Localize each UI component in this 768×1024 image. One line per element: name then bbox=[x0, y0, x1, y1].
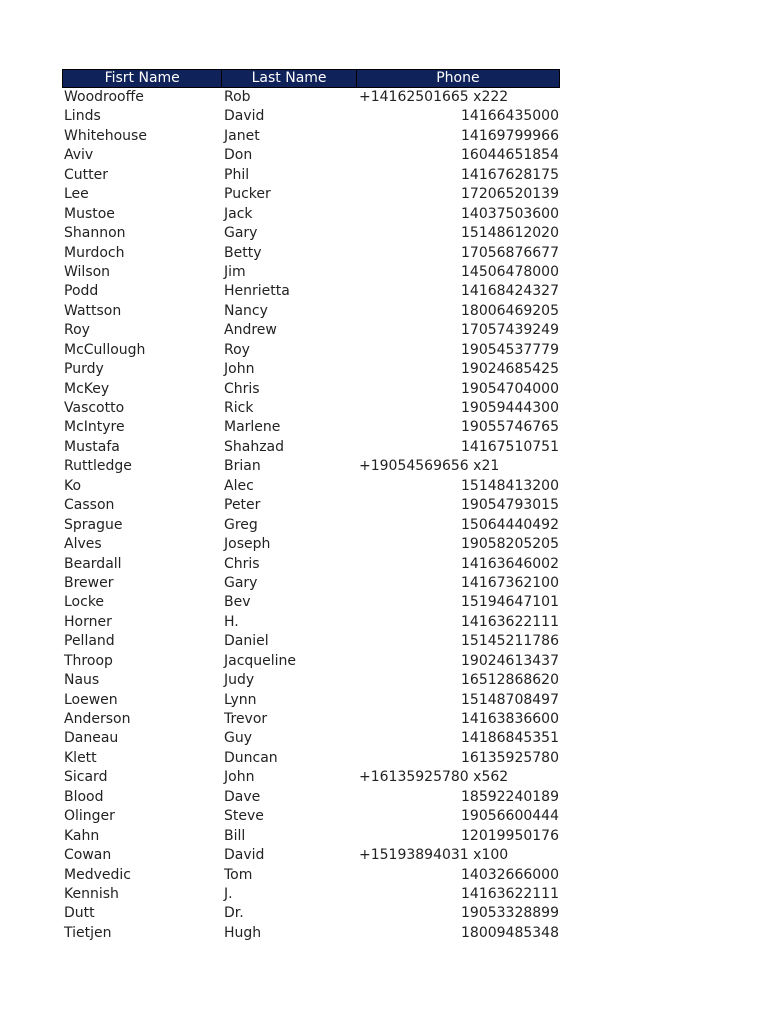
cell-phone: +15193894031 x100 bbox=[359, 847, 509, 864]
cell-phone: +19054569656 x21 bbox=[359, 458, 500, 475]
cell-last-name: Rick bbox=[224, 400, 254, 416]
table-row bbox=[62, 593, 560, 612]
cell-first-name: Medvedic bbox=[64, 866, 131, 883]
cell-last-name: Lynn bbox=[224, 691, 257, 708]
table-row bbox=[62, 710, 560, 729]
cell-last-name: Rob bbox=[224, 89, 251, 105]
cell-last-name: Roy bbox=[224, 341, 250, 358]
header-last-name: Last Name bbox=[222, 70, 356, 87]
cell-last-name: John bbox=[224, 769, 255, 786]
cell-last-name: J. bbox=[224, 885, 233, 902]
cell-last-name: Brian bbox=[224, 458, 261, 475]
cell-first-name: Woodrooffe bbox=[64, 89, 144, 105]
cell-first-name: Klett bbox=[64, 749, 97, 766]
cell-last-name: Betty bbox=[224, 244, 262, 261]
table-row bbox=[62, 885, 560, 904]
cell-first-name: Throop bbox=[64, 652, 113, 669]
cell-first-name: McIntyre bbox=[64, 419, 125, 436]
cell-last-name: Chris bbox=[224, 380, 260, 397]
cell-first-name: Shannon bbox=[64, 225, 126, 242]
cell-last-name: Henrietta bbox=[224, 283, 290, 300]
table-row bbox=[62, 749, 560, 768]
cell-first-name: Cutter bbox=[64, 166, 108, 183]
cell-last-name: Dave bbox=[224, 788, 261, 805]
cell-last-name: Phil bbox=[224, 166, 250, 183]
cell-last-name: Jack bbox=[224, 205, 253, 222]
cell-first-name: Loewen bbox=[64, 691, 118, 708]
cell-first-name: Lee bbox=[64, 186, 89, 203]
cell-first-name: Ko bbox=[64, 477, 82, 494]
cell-phone: 19054537779 bbox=[461, 341, 559, 358]
cell-first-name: Naus bbox=[64, 672, 100, 689]
table-row bbox=[62, 866, 560, 885]
cell-last-name: Gary bbox=[224, 574, 258, 591]
table-row bbox=[62, 146, 560, 165]
table-row bbox=[62, 263, 560, 282]
table-row bbox=[62, 166, 560, 185]
cell-phone: 14167510751 bbox=[461, 438, 559, 455]
cell-last-name: Jacqueline bbox=[224, 652, 297, 669]
cell-phone: 19059444300 bbox=[461, 400, 559, 416]
table-row bbox=[62, 282, 560, 301]
cell-first-name: Cowan bbox=[64, 847, 112, 864]
cell-phone: 15148413200 bbox=[461, 477, 559, 494]
table-row bbox=[62, 671, 560, 690]
cell-first-name: Podd bbox=[64, 283, 99, 300]
table-row bbox=[62, 360, 560, 379]
table-row bbox=[62, 652, 560, 671]
cell-phone: 14163622111 bbox=[461, 613, 559, 630]
cell-phone: 18592240189 bbox=[461, 788, 559, 805]
cell-last-name: Don bbox=[224, 147, 253, 164]
cell-last-name: Steve bbox=[224, 808, 264, 825]
table-row bbox=[62, 302, 560, 321]
cell-phone: +16135925780 x562 bbox=[359, 769, 509, 786]
cell-first-name: Linds bbox=[64, 108, 101, 125]
cell-phone: 19054793015 bbox=[461, 497, 559, 514]
cell-last-name: Gary bbox=[224, 225, 258, 242]
table-row bbox=[62, 399, 560, 418]
cell-phone: 16044651854 bbox=[461, 147, 559, 164]
cell-last-name: Dr. bbox=[224, 905, 244, 922]
table-row bbox=[62, 632, 560, 651]
table-body bbox=[62, 88, 560, 943]
cell-phone: 14163836600 bbox=[461, 711, 559, 727]
cell-last-name: Greg bbox=[224, 516, 258, 533]
cell-phone: 17057439249 bbox=[461, 322, 559, 339]
cell-first-name: Kennish bbox=[64, 885, 119, 902]
cell-first-name: Olinger bbox=[64, 808, 115, 825]
cell-last-name: Tom bbox=[224, 866, 253, 883]
cell-phone: 14163622111 bbox=[461, 885, 559, 902]
cell-first-name: Brewer bbox=[64, 574, 114, 591]
cell-last-name: Hugh bbox=[224, 924, 262, 941]
table-row bbox=[62, 477, 560, 496]
cell-phone: 19024685425 bbox=[461, 361, 559, 378]
cell-first-name: Blood bbox=[64, 788, 104, 805]
table-row bbox=[62, 924, 560, 943]
table-row bbox=[62, 904, 560, 923]
table-row bbox=[62, 205, 560, 224]
cell-last-name: H. bbox=[224, 613, 239, 630]
cell-first-name: Roy bbox=[64, 322, 90, 339]
table-row bbox=[62, 127, 560, 146]
table-row bbox=[62, 788, 560, 807]
cell-phone: 12019950176 bbox=[461, 827, 559, 844]
cell-last-name: Janet bbox=[224, 127, 260, 144]
table-row bbox=[62, 185, 560, 204]
cell-first-name: McKey bbox=[64, 380, 110, 397]
cell-phone: 19055746765 bbox=[461, 419, 559, 436]
cell-first-name: Purdy bbox=[64, 361, 104, 378]
cell-last-name: Andrew bbox=[224, 322, 277, 339]
cell-first-name: Pelland bbox=[64, 633, 115, 650]
header-first-name: Fisrt Name bbox=[63, 70, 222, 87]
table-row bbox=[62, 827, 560, 846]
cell-last-name: Nancy bbox=[224, 302, 268, 319]
contacts-table bbox=[62, 69, 560, 943]
table-row bbox=[62, 613, 560, 632]
table-row bbox=[62, 107, 560, 126]
cell-phone: 19056600444 bbox=[461, 808, 559, 825]
cell-phone: 15064440492 bbox=[461, 516, 559, 533]
table-row bbox=[62, 244, 560, 263]
cell-first-name: Tietjen bbox=[64, 924, 112, 941]
cell-phone: 19054704000 bbox=[461, 380, 559, 397]
cell-last-name: Guy bbox=[224, 730, 253, 747]
cell-phone: 14506478000 bbox=[461, 263, 559, 280]
cell-last-name: Duncan bbox=[224, 749, 278, 766]
cell-first-name: Murdoch bbox=[64, 244, 125, 261]
cell-first-name: Daneau bbox=[64, 730, 119, 747]
cell-phone: 15145211786 bbox=[461, 633, 559, 650]
cell-last-name: John bbox=[224, 361, 255, 378]
table-row bbox=[62, 555, 560, 574]
cell-first-name: Wilson bbox=[64, 263, 111, 280]
cell-last-name: Pucker bbox=[224, 186, 271, 203]
cell-phone: 15194647101 bbox=[461, 594, 559, 611]
cell-phone: 14167362100 bbox=[461, 574, 559, 591]
cell-last-name: Bill bbox=[224, 827, 246, 844]
cell-first-name: Wattson bbox=[64, 302, 122, 319]
cell-phone: 14037503600 bbox=[461, 205, 559, 222]
cell-last-name: David bbox=[224, 108, 265, 125]
cell-first-name: Dutt bbox=[64, 905, 95, 922]
cell-phone: 14032666000 bbox=[461, 866, 559, 883]
cell-first-name: Mustafa bbox=[64, 438, 120, 455]
table-row bbox=[62, 88, 560, 107]
table-row bbox=[62, 691, 560, 710]
table-row bbox=[62, 729, 560, 748]
cell-phone: 14186845351 bbox=[461, 730, 559, 747]
table-row bbox=[62, 535, 560, 554]
cell-first-name: Locke bbox=[64, 594, 105, 611]
table-row bbox=[62, 321, 560, 340]
table-row bbox=[62, 438, 560, 457]
cell-first-name: Beardall bbox=[64, 555, 122, 572]
cell-last-name: Trevor bbox=[224, 711, 268, 727]
cell-first-name: Casson bbox=[64, 497, 115, 514]
cell-phone: 18006469205 bbox=[461, 302, 559, 319]
table-row bbox=[62, 341, 560, 360]
table-row bbox=[62, 768, 560, 787]
table-row bbox=[62, 574, 560, 593]
cell-last-name: Peter bbox=[224, 497, 261, 514]
cell-last-name: Shahzad bbox=[224, 438, 285, 455]
cell-first-name: McCullough bbox=[64, 341, 146, 358]
cell-phone: 17056876677 bbox=[461, 244, 559, 261]
table-header-row bbox=[62, 69, 560, 88]
cell-last-name: Marlene bbox=[224, 419, 281, 436]
cell-phone: 14167628175 bbox=[461, 166, 559, 183]
cell-last-name: Alec bbox=[224, 477, 254, 494]
header-phone: Phone bbox=[436, 70, 480, 86]
cell-first-name: Anderson bbox=[64, 711, 131, 727]
cell-phone: 19058205205 bbox=[461, 536, 559, 553]
table-row bbox=[62, 807, 560, 826]
cell-last-name: David bbox=[224, 847, 265, 864]
cell-phone: 19024613437 bbox=[461, 652, 559, 669]
cell-phone: 15148612020 bbox=[461, 225, 559, 242]
cell-phone: 16135925780 bbox=[461, 749, 559, 766]
cell-first-name: Vascotto bbox=[64, 400, 125, 416]
cell-phone: 14169799966 bbox=[461, 127, 559, 144]
table-row bbox=[62, 224, 560, 243]
cell-first-name: Mustoe bbox=[64, 205, 115, 222]
cell-phone: 18009485348 bbox=[461, 924, 559, 941]
cell-phone: 14163646002 bbox=[461, 555, 559, 572]
cell-phone: 14166435000 bbox=[461, 108, 559, 125]
cell-phone: 19053328899 bbox=[461, 905, 559, 922]
table-row bbox=[62, 418, 560, 437]
cell-first-name: Sicard bbox=[64, 769, 108, 786]
cell-last-name: Judy bbox=[224, 672, 255, 689]
cell-last-name: Joseph bbox=[224, 536, 271, 553]
table-row bbox=[62, 457, 560, 476]
cell-last-name: Bev bbox=[224, 594, 251, 611]
table-row bbox=[62, 846, 560, 865]
cell-first-name: Whitehouse bbox=[64, 127, 147, 144]
cell-first-name: Alves bbox=[64, 536, 102, 553]
cell-last-name: Jim bbox=[224, 263, 246, 280]
table-row bbox=[62, 516, 560, 535]
cell-first-name: Ruttledge bbox=[64, 458, 132, 475]
cell-phone: 17206520139 bbox=[461, 186, 559, 203]
cell-last-name: Chris bbox=[224, 555, 260, 572]
cell-first-name: Horner bbox=[64, 613, 112, 630]
cell-first-name: Sprague bbox=[64, 516, 123, 533]
cell-phone: +14162501665 x222 bbox=[359, 89, 509, 105]
cell-first-name: Kahn bbox=[64, 827, 100, 844]
cell-phone: 16512868620 bbox=[461, 672, 559, 689]
cell-first-name: Aviv bbox=[64, 147, 94, 164]
table-row bbox=[62, 496, 560, 515]
cell-phone: 14168424327 bbox=[461, 283, 559, 300]
cell-last-name: Daniel bbox=[224, 633, 269, 650]
table-row bbox=[62, 380, 560, 399]
cell-phone: 15148708497 bbox=[461, 691, 559, 708]
